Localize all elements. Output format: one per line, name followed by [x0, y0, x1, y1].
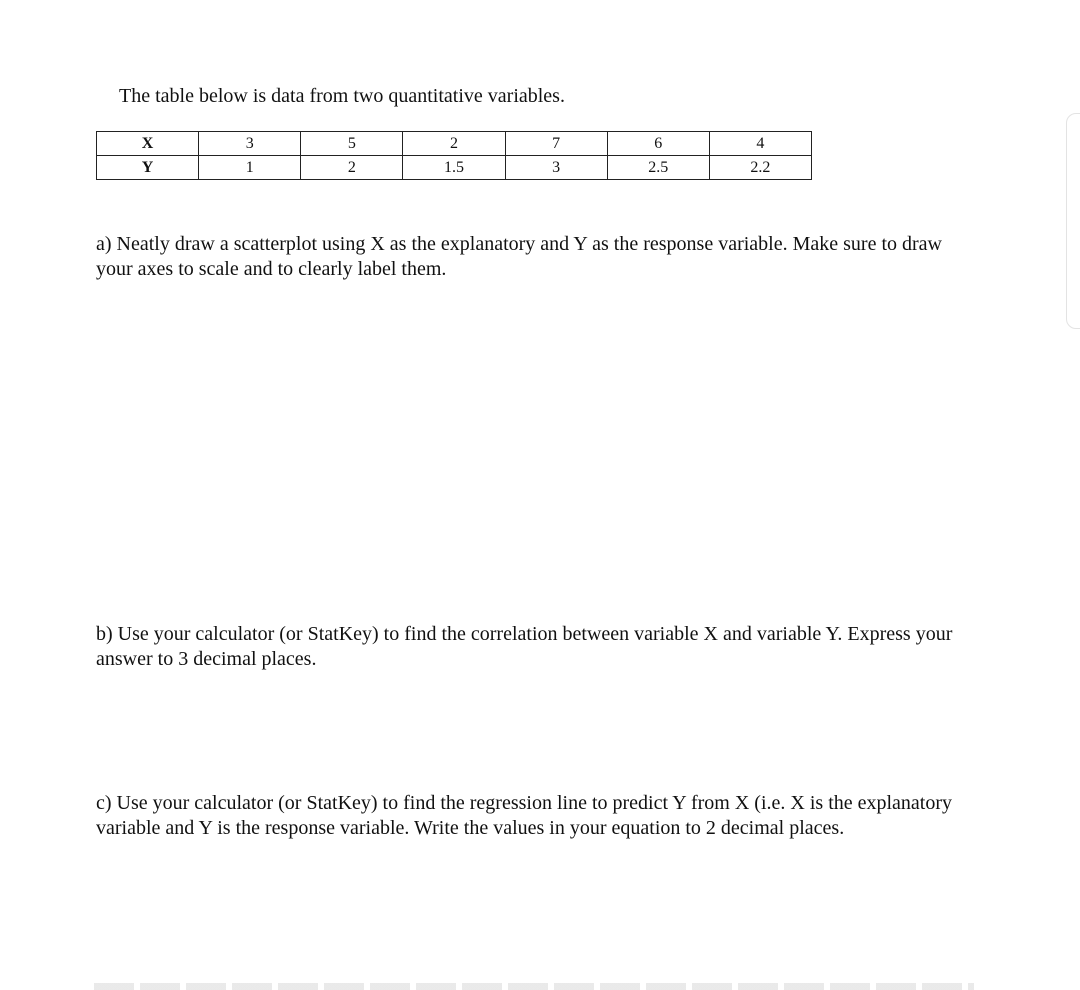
y-value-cell: 2: [301, 156, 403, 180]
table-row-x: [97, 132, 812, 156]
y-value-cell: 2.2: [709, 156, 811, 180]
y-value-cell: 1.5: [403, 156, 505, 180]
x-value-cell: 5: [301, 132, 403, 156]
cut-off-next-line: [94, 983, 974, 990]
x-header-cell: X: [97, 132, 199, 156]
data-table: [96, 131, 812, 180]
question-a: a) Neatly draw a scatterplot using X as the explanatory and Y as the response variable. Make sure to draw your axes to scale and to clearly label them.: [96, 233, 942, 280]
x-value-cell: 6: [607, 132, 709, 156]
question-b: b) Use your calculator (or StatKey) to find the correlation between variable X and variable Y. Express your answer to 3 decimal places.: [96, 623, 953, 670]
question-c: c) Use your calculator (or StatKey) to find the regression line to predict Y from X (i.e. X is the explanatory variable and Y is the response variable. Write the values in your equation to 2 decimal places.: [96, 792, 953, 839]
x-value-cell: 2: [403, 132, 505, 156]
table-row-y: [97, 156, 812, 180]
y-value-cell: 1: [199, 156, 301, 180]
x-value-cell: 7: [505, 132, 607, 156]
x-value-cell: 4: [709, 132, 811, 156]
y-value-cell: 3: [505, 156, 607, 180]
y-value-cell: 2.5: [607, 156, 709, 180]
intro-text: The table below is data from two quantitative variables.: [119, 85, 565, 107]
edge-bracket-decoration: [1066, 113, 1080, 329]
x-value-cell: 3: [199, 132, 301, 156]
y-header-cell: Y: [97, 156, 199, 180]
